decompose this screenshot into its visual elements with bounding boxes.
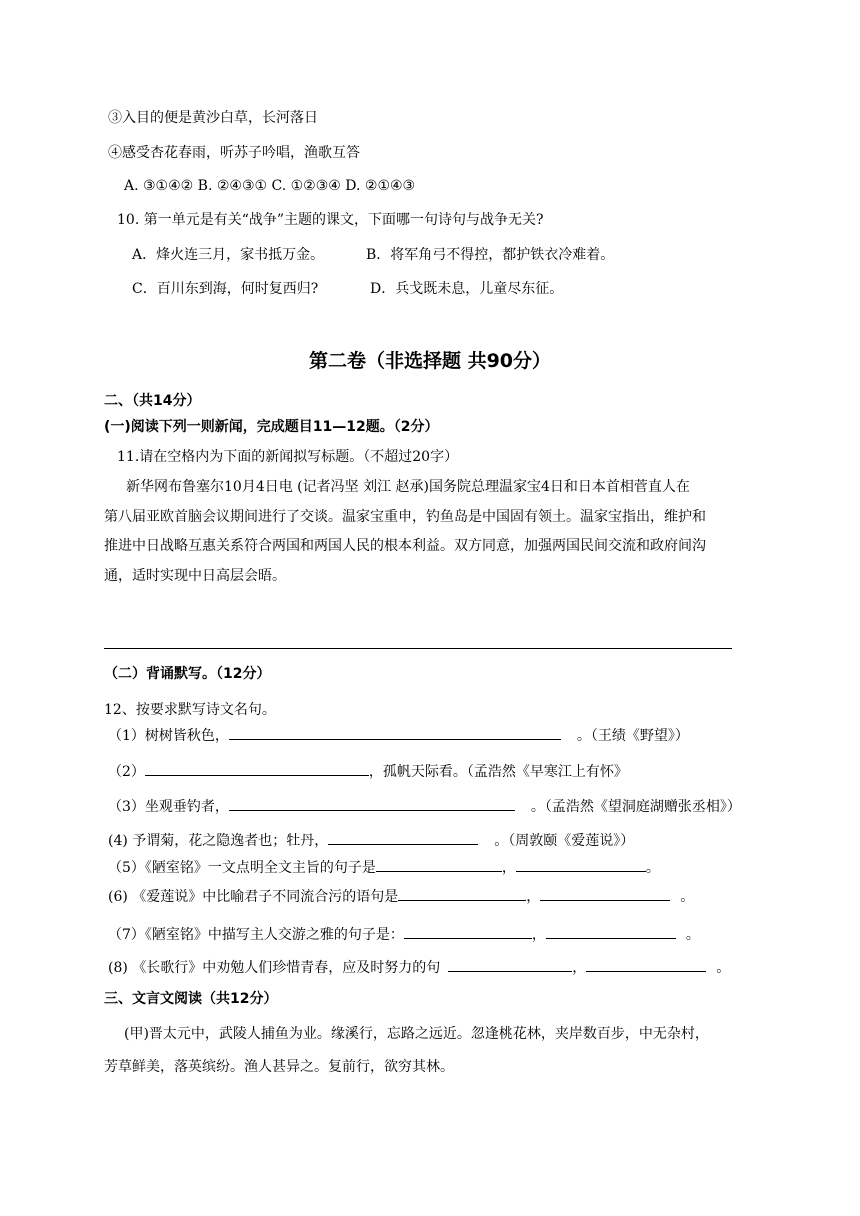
dictation-3: （3）坐观垂钓者， 。（孟浩然《望洞庭湖赠张丞相》） [108,796,741,817]
dictation-5-blank-a[interactable] [376,857,502,872]
news-line-2: 第八届亚欧首脑会议期间进行了交谈。温家宝重申，钓鱼岛是中国固有领土。温家宝指出，维护和 [104,509,706,525]
dictation-4: (4) 予谓菊，花之隐逸者也；牡丹， 。（周敦颐《爱莲说》） [108,830,634,851]
dictation-8-blank-a[interactable] [448,957,572,972]
q10-stem: 10. 第一单元是有关“战争”主题的课文，下面哪一句诗句与战争无关? [117,212,544,228]
dictation-8-blank-b[interactable] [586,957,706,972]
passage-line-1: (甲)晋太元中，武陵人捕鱼为业。缘溪行，忘路之远近。忽逢桃花林，夹岸数百步，中无杂村， [124,1026,709,1042]
section-two-heading: 二、（共14分） [104,393,201,409]
dictation-7-blank-a[interactable] [404,924,532,939]
dictation-5: （5）《陋室铭》一文点明全文主旨的句子是 ， 。 [108,857,660,878]
dictation-8: (8) 《长歌行》中劝勉人们珍惜青春，应及时努力的句 ， 。 [108,957,730,978]
part-two-title: 第二卷（非选择题 共90分） [308,350,552,372]
dictation-1: （1）树树皆秋色， 。（王绩《野望》） [108,725,689,746]
dictation-4-blank[interactable] [328,830,478,845]
q9-item-4: ④感受杏花春雨，听苏子吟唱，渔歌互答 [108,145,360,161]
q10-option-b: B．将军角弓不得控，都护铁衣冷难着。 [366,247,615,263]
q9-options: A. ③①④② B. ②④③① C. ①②③④ D. ②①④③ [124,178,416,194]
q9-item-3: ③入目的便是黄沙白草，长河落日 [108,110,318,126]
subsection-two-heading: （二）背诵默写。（12分） [104,666,271,682]
q12-stem: 12、按要求默写诗文名句。 [104,702,276,718]
news-line-1: 新华网布鲁塞尔10月4日电 (记者冯坚 刘江 赵承)国务院总理温家宝4日和日本首相菅直人在 [126,479,690,495]
headline-answer-line[interactable] [104,648,732,649]
q10-option-a: A．烽火连三月，家书抵万金。 [132,247,325,263]
dictation-2-blank[interactable] [145,761,369,776]
dictation-6-blank-b[interactable] [540,886,670,901]
dictation-5-blank-b[interactable] [516,857,646,872]
q10-option-c: C．百川东到海，何时复西归? [132,281,319,297]
passage-line-2: 芳草鲜美，落英缤纷。渔人甚异之。复前行，欲穷其林。 [104,1059,454,1075]
q11-stem: 11.请在空格内为下面的新闻拟写标题。（不超过20字） [117,449,459,465]
dictation-6-blank-a[interactable] [398,886,526,901]
dictation-3-blank[interactable] [229,796,515,811]
news-line-4: 通，适时实现中日高层会晤。 [104,568,286,584]
section-three-heading: 三、文言文阅读（共12分） [104,991,278,1007]
dictation-1-blank[interactable] [229,725,561,740]
subsection-one-heading: (一)阅读下列一则新闻，完成题目11—12题。（2分） [104,419,439,435]
dictation-7-blank-b[interactable] [546,924,676,939]
q10-option-d: D．兵戈既未息，儿童尽东征。 [370,281,564,297]
dictation-2: （2） ，孤帆天际看。（孟浩然《早寒江上有怀》 [108,761,628,782]
news-line-3: 推进中日战略互惠关系符合两国和两国人民的根本利益。双方同意，加强两国民间交流和政府间沟 [104,538,706,554]
dictation-6: (6) 《爱莲说》中比喻君子不同流合污的语句是 ， 。 [108,886,694,907]
dictation-7: （7）《陋室铭》中描写主人交游之雅的句子是： ， 。 [108,924,700,945]
